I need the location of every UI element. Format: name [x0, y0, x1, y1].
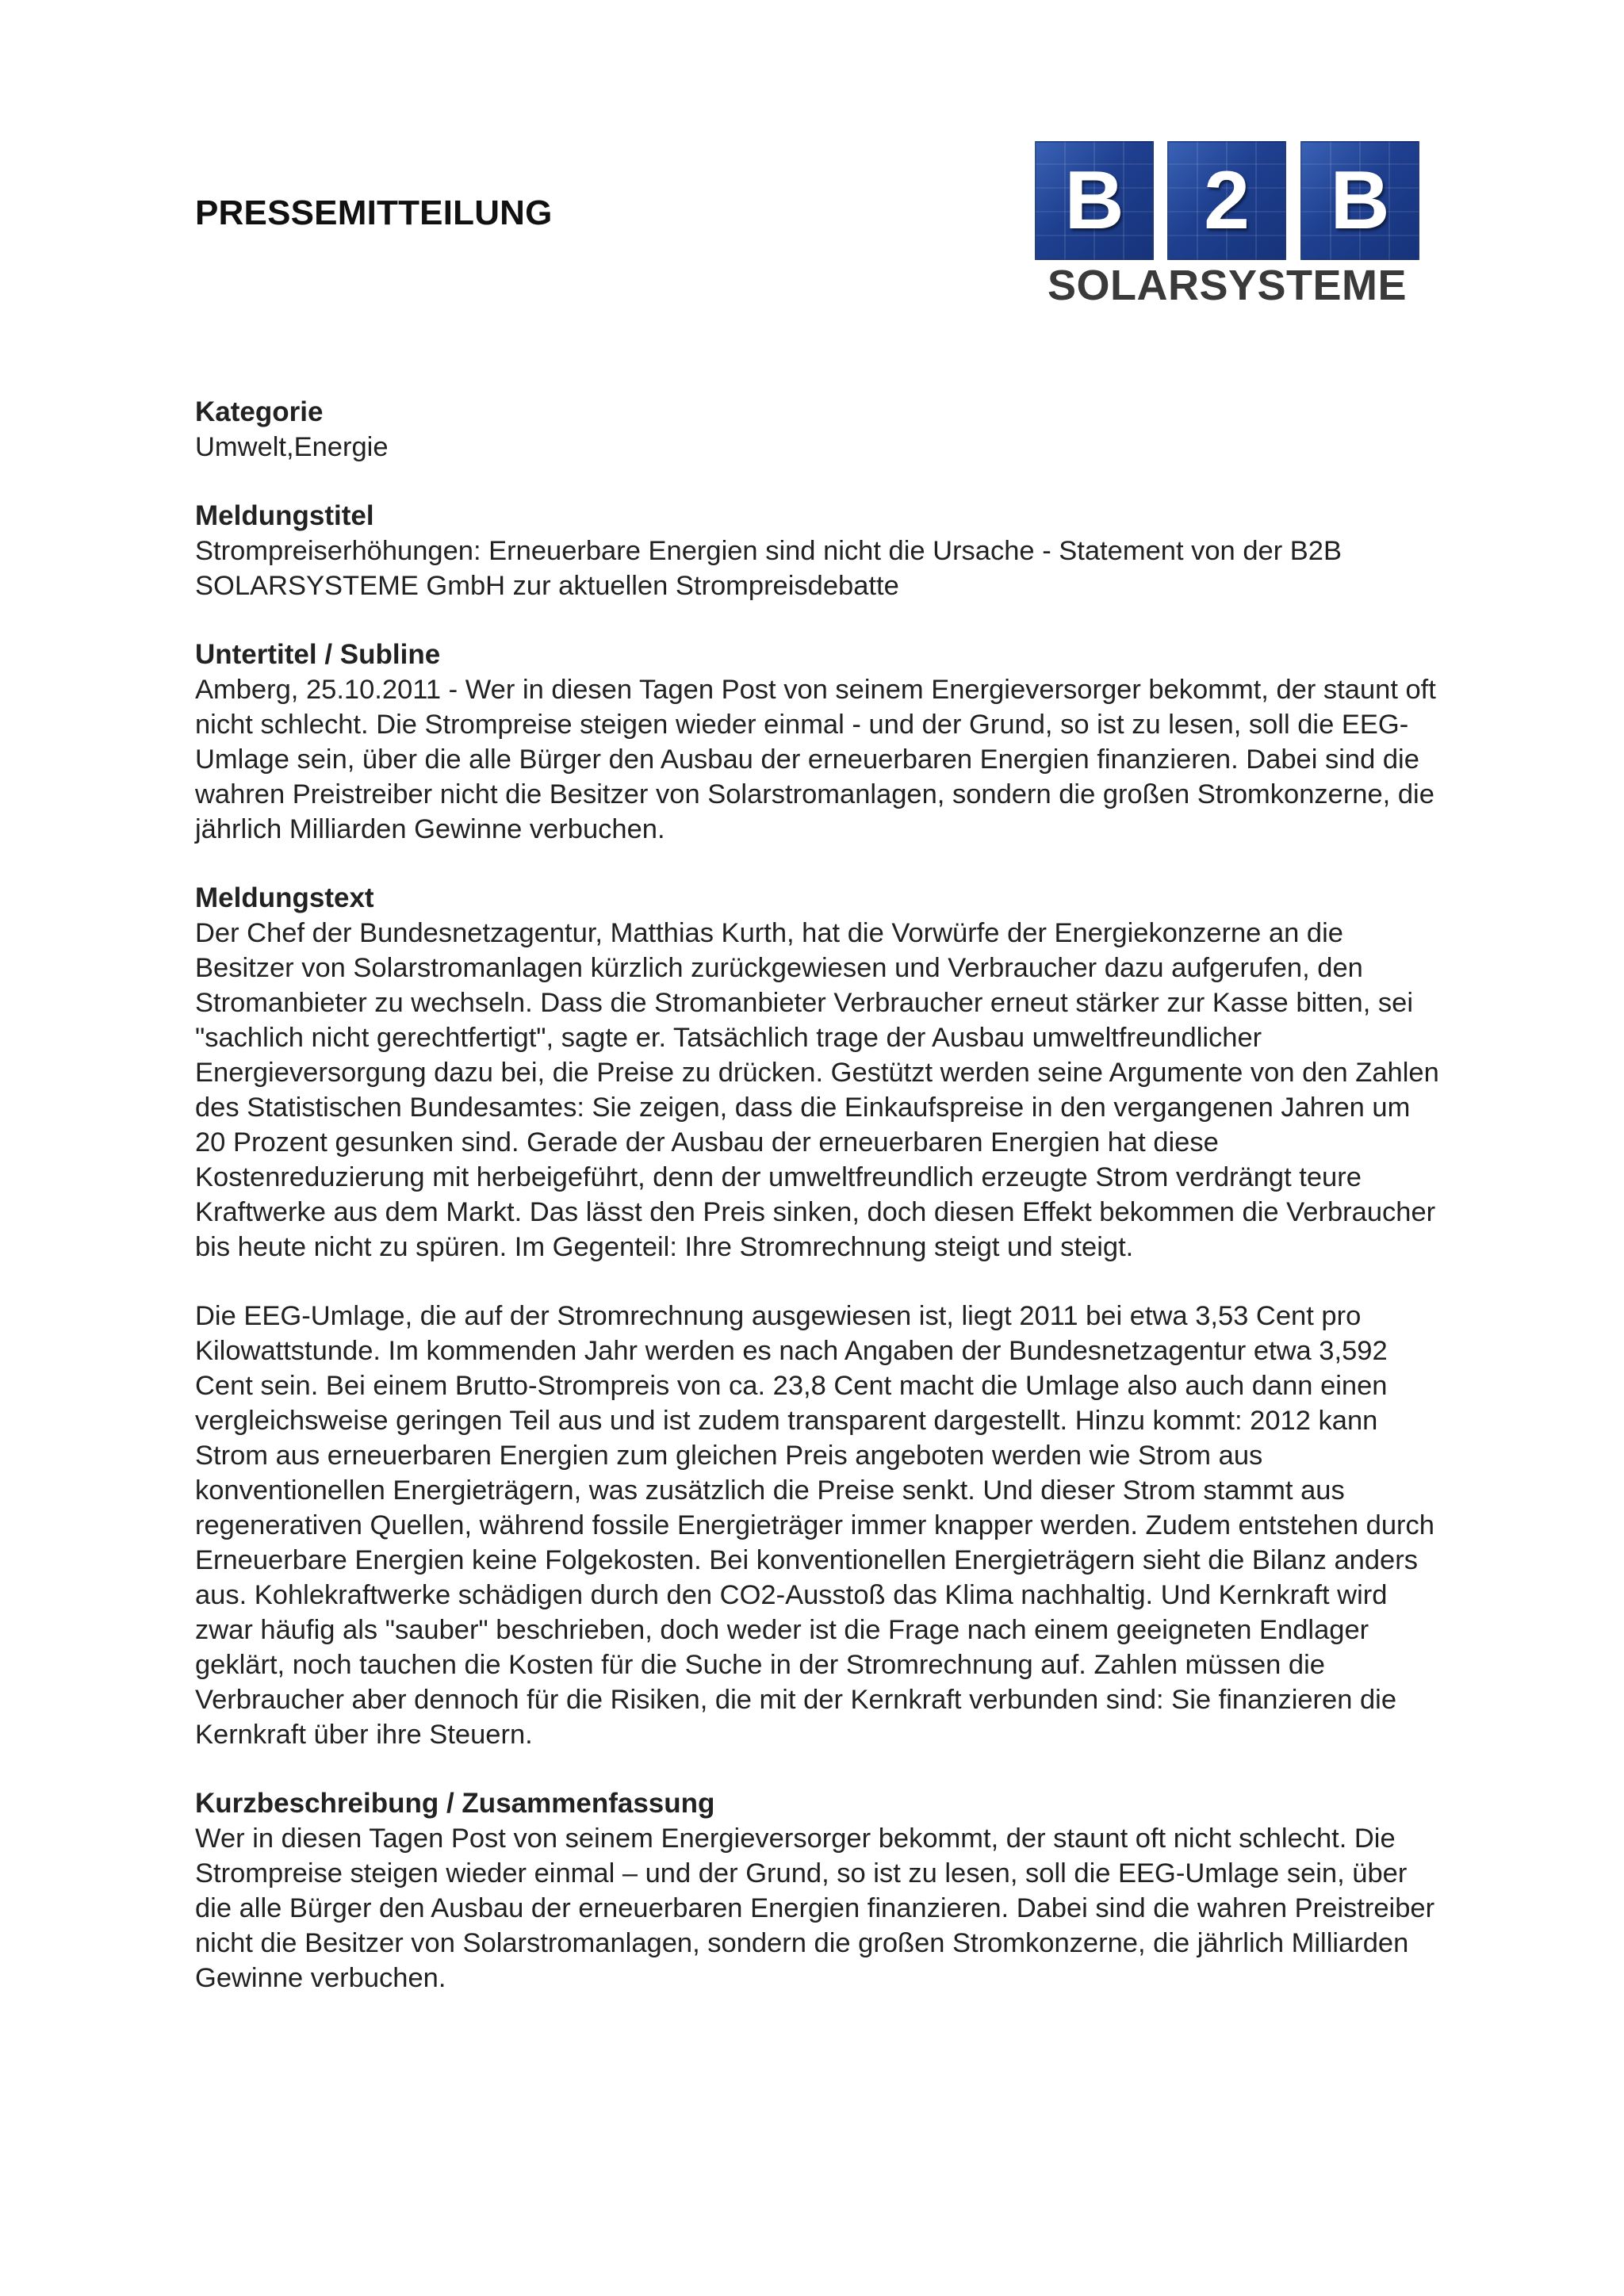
section-kurzbeschreibung — [195, 1786, 1448, 1996]
logo-tile-letter: B — [1330, 155, 1390, 247]
section-text: Wer in diesen Tagen Post von seinem Energieversorger bekommt, der staunt oft nicht schlecht. Die Strompreise steigen wieder einmal – und der Grund, so ist zu lesen, soll die EEG-Umlage sein, über die alle Bürger den Ausbau der erneuerbaren Energien finanzieren. Dabei sind die wahren Preistreiber nicht die Besitzer von Solarstromanlagen, sondern die großen Stromkonzerne, die jährlich Milliarden Gewinne verbuchen. — [195, 1823, 1435, 1993]
section-text — [195, 916, 1448, 1752]
section-text: Strompreiserhöhungen: Erneuerbare Energien sind nicht die Ursache - Statement von der B2B SOLARSYSTEME GmbH zur aktuellen Strompreisdebatte — [195, 536, 1342, 601]
section-label: Untertitel / Subline — [195, 639, 441, 670]
section-meldungstitel — [195, 499, 1448, 603]
section-label: Meldungstitel — [195, 500, 374, 531]
section-meldungstext — [195, 881, 1448, 1752]
page-title: PRESSEMITTEILUNG — [195, 193, 553, 232]
press-release-body — [195, 395, 1448, 2030]
logo-tile-b2 — [1300, 141, 1419, 260]
company-logo — [1035, 141, 1419, 309]
section-kategorie — [195, 395, 1448, 465]
section-label: Kurzbeschreibung / Zusammenfassung — [195, 1788, 715, 1819]
logo-tile-b1 — [1035, 141, 1154, 260]
logo-tiles — [1035, 141, 1419, 260]
paragraph: Der Chef der Bundesnetzagentur, Matthias Kurth, hat die Vorwürfe der Energiekonzerne an die Besitzer von Solarstromanlagen kürzlich zurückgewiesen und Verbraucher dazu aufgerufen, den Stromanbieter zu wechseln. Dass die Stromanbieter Verbraucher erneut stärker zur Kasse bitten, sei "sachlich nicht gerechtfertigt", sagte er. Tatsächlich trage der Ausbau umweltfreundlicher Energieversorgung dazu bei, die Preise zu drücken. Gestützt werden seine Argumente von den Zahlen des Statistischen Bundesamtes: Sie zeigen, dass die Einkaufspreise in den vergangenen Jahren um 20 Prozent gesunken sind. Gerade der Ausbau der erneuerbaren Energien hat diese Kostenreduzierung mit herbeigeführt, denn der umweltfreundlich erzeugte Strom verdrängt teure Kraftwerke aus dem Markt. Das lässt den Preis sinken, doch diesen Effekt bekommen die Verbraucher bis heute nicht zu spüren. Im Gegenteil: Ihre Stromrechnung steigt und steigt. — [195, 918, 1439, 1262]
logo-tile-letter: B — [1064, 155, 1124, 247]
section-label: Kategorie — [195, 396, 324, 427]
section-text: Umwelt,Energie — [195, 432, 389, 462]
section-text: Amberg, 25.10.2011 - Wer in diesen Tagen Post von seinem Energieversorger bekommt, der staunt oft nicht schlecht. Die Strompreise steigen wieder einmal - und der Grund, so ist zu lesen, soll die EEG-Umlage sein, über die alle Bürger den Ausbau der erneuerbaren Energien finanzieren. Dabei sind die wahren Preistreiber nicht die Besitzer von Solarstromanlagen, sondern die großen Stromkonzerne, die jährlich Milliarden Gewinne verbuchen. — [195, 675, 1436, 844]
section-label: Meldungstext — [195, 882, 374, 913]
paragraph: Die EEG-Umlage, die auf der Stromrechnung ausgewiesen ist, liegt 2011 bei etwa 3,53 Cent pro Kilowattstunde. Im kommenden Jahr werden es nach Angaben der Bundesnetzagentur etwa 3,592 Cent sein. Bei einem Brutto-Strompreis von ca. 23,8 Cent macht die Umlage also auch dann einen vergleichsweise geringen Teil aus und ist zudem transparent dargestellt. Hinzu kommt: 2012 kann Strom aus erneuerbaren Energien zum gleichen Preis angeboten werden wie Strom aus konventionellen Energieträgern, was zusätzlich die Preise senkt. Und dieser Strom stammt aus regenerativen Quellen, während fossile Energieträger immer knapper werden. Zudem entstehen durch Erneuerbare Energien keine Folgekosten. Bei konventionellen Energieträgern sieht die Bilanz anders aus. Kohlekraftwerke schädigen durch den CO2-Ausstoß das Klima nachhaltig. Und Kernkraft wird zwar häufig als "sauber" beschrieben, doch weder ist die Frage nach einem geeigneten Endlager geklärt, noch tauchen die Kosten für die Suche in der Stromrechnung auf. Zahlen müssen die Verbraucher aber dennoch für die Risiken, die mit der Kernkraft verbunden sind: Sie finanzieren die Kernkraft über ihre Steuern. — [195, 1301, 1434, 1750]
logo-wordmark: SOLARSYSTEME — [1047, 262, 1408, 309]
section-untertitel — [195, 637, 1448, 847]
logo-tile-letter: 2 — [1204, 155, 1250, 247]
logo-tile-2 — [1167, 141, 1286, 260]
